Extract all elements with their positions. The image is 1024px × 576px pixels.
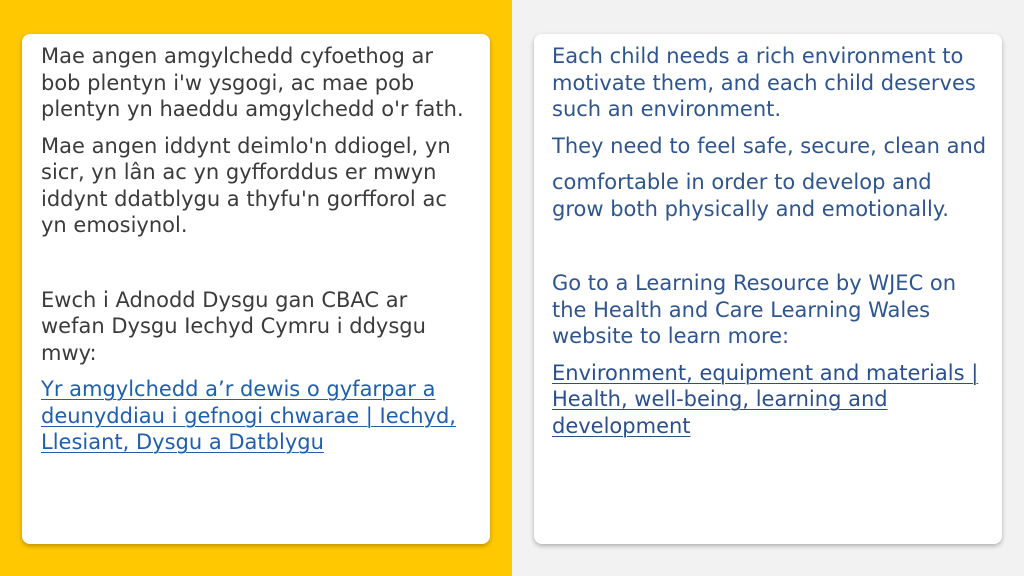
english-paragraph-2: They need to feel safe, secure, clean and xyxy=(552,133,987,158)
welsh-paragraph-2: Mae angen iddynt deimlo'n ddiogel, yn sicr, yn lân ac yn gyfforddus er mwyn iddynt ddatblygu a thyfu'n gorfforol ac yn emosiynol. xyxy=(41,133,451,237)
welsh-resource-link[interactable]: Yr amgylchedd a’r dewis o gyfarpar a deunyddiau i gefnogi chwarae | Iechyd, Llesiant, Dysgu a Datblygu xyxy=(41,377,456,454)
english-paragraph-4: Go to a Learning Resource by WJEC on the Health and Care Learning Wales website to learn more: xyxy=(552,271,957,348)
welsh-text-card xyxy=(22,34,490,544)
english-paragraph-1: Each child needs a rich environment to motivate them, and each child deserves such an environment. xyxy=(552,44,976,121)
welsh-paragraph-1: Mae angen amgylchedd cyfoethog ar bob plentyn i'w ysgogi, ac mae pob plentyn yn haeddu amgylchedd o'r fath. xyxy=(41,44,464,121)
english-resource-link[interactable]: Environment, equipment and materials | Health, well-being, learning and development xyxy=(552,360,979,438)
welsh-paragraph-3: Ewch i Adnodd Dysgu gan CBAC ar wefan Dysgu Iechyd Cymru i ddysgu mwy: xyxy=(41,287,426,365)
english-paragraph-3: comfortable in order to develop and grow both physically and emotionally. xyxy=(552,170,949,221)
english-text-card xyxy=(534,34,1002,544)
